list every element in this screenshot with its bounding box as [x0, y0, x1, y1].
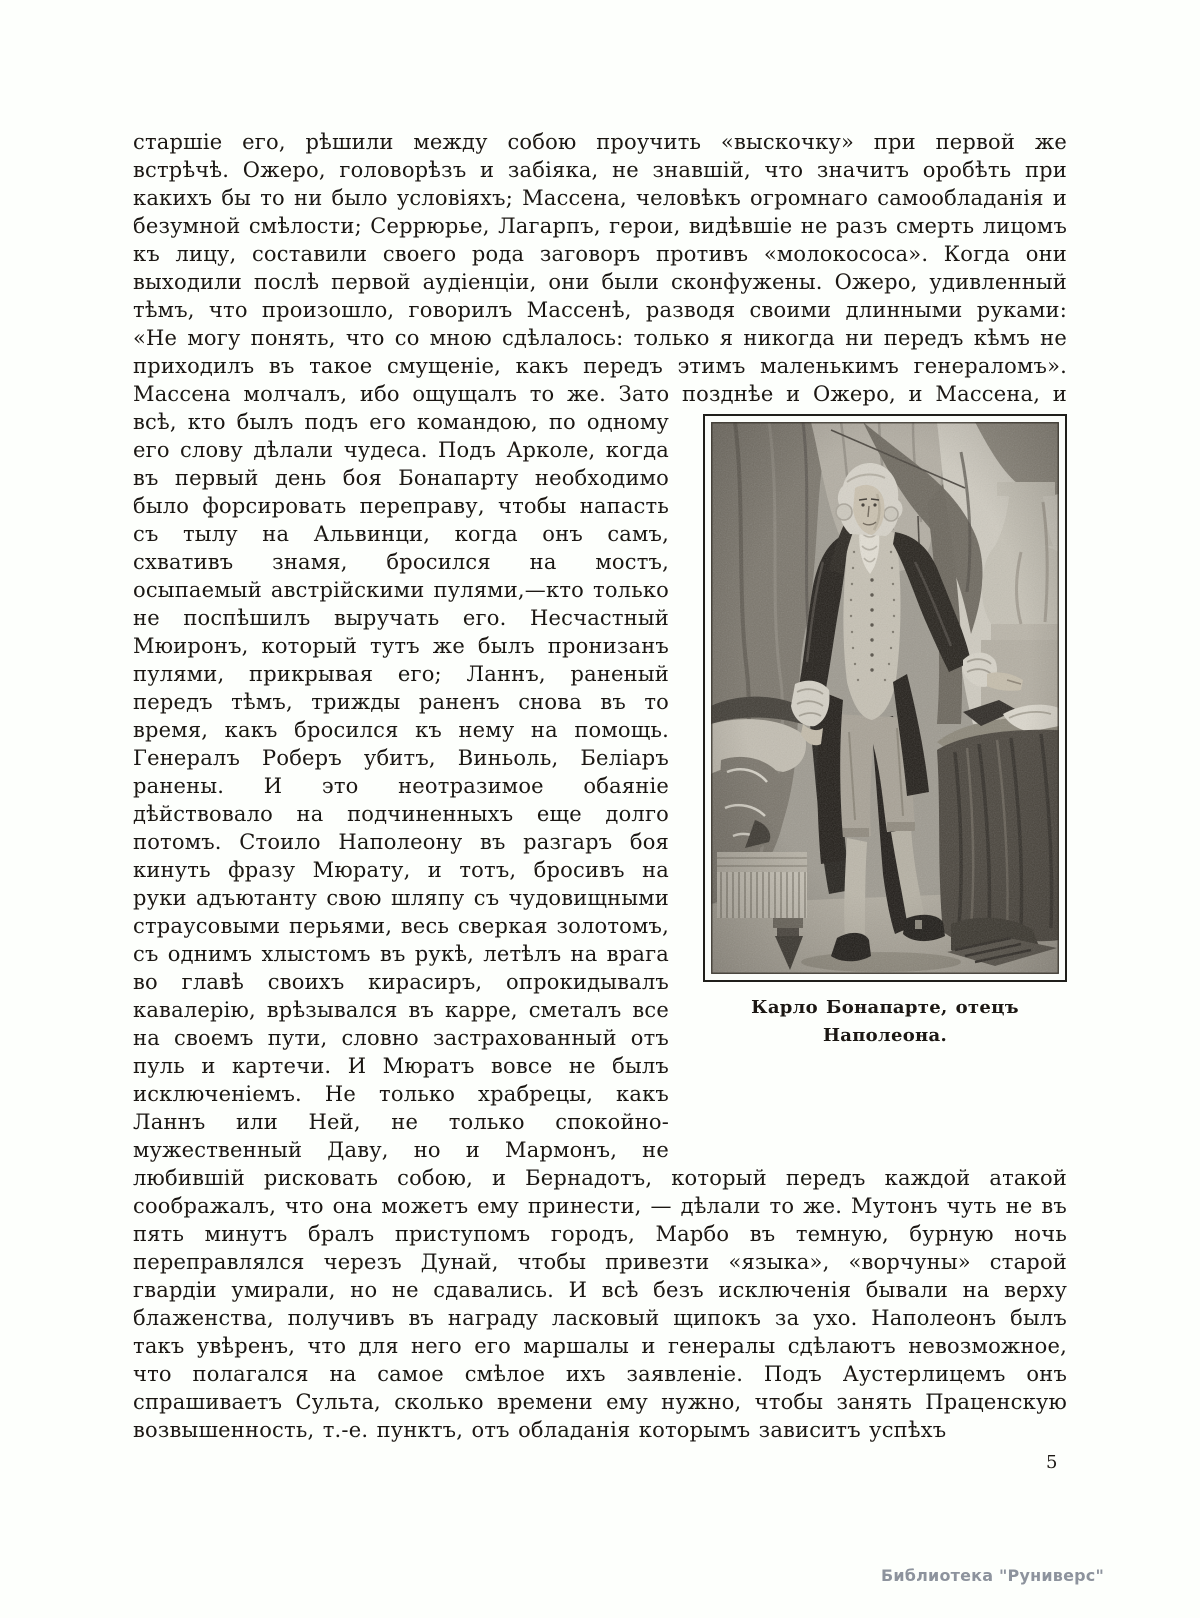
portrait-frame — [703, 414, 1067, 982]
figure-caption: Карло Бонапарте, отецъ Наполеона. — [751, 997, 1019, 1046]
library-watermark: Библиотека "Руниверс" — [880, 1566, 1104, 1585]
body-text-part2: по одному его слову дѣлали чудеса. Подъ Арколе, когда въ первый день боя Бонапарту необходимо было форсировать переправу, чтобы напасть съ тылу на Альвинци, когда онъ самъ, схвативъ знамя, бросился на мостъ, осыпаемый австрійскими пулями,—кто только не поспѣшилъ выручать его. Несчастный Мюиронъ, который тутъ же былъ пронизанъ пулями, прикрывая его; Ланнъ, раненый передъ тѣмъ, трижды раненъ снова въ то время, какъ бросился къ нему на помощь. Генералъ Роберъ убитъ, Виньоль, Беліаръ ранены. И это неотразимое обаяніе дѣйствовало на подчиненныхъ еще долго потомъ. Стоило Наполеону въ разгаръ боя кинуть фразу Мюрату, и тотъ, бросивъ на руки адъютанту свою шляпу съ чудовищными страусовыми перьями, весь сверкая золотомъ, съ однимъ хлыстомъ въ рукѣ, летѣлъ на врага во главѣ своихъ кирасиръ, опрокидывалъ кавалерію, врѣзывался въ карре, сметалъ все на своемъ пути, словно застрахованный отъ пуль и картечи. И Мюратъ вовсе не былъ исключеніемъ. Не только храбрецы, какъ Ланнъ или Ней, не только спокойно-мужественный Даву, но и Мармонъ, не любившій рисковать собою, и Бернадотъ, который передъ каждой атакой соображалъ, что она можетъ ему принести, — дѣлали то же. Мутонъ чуть не въ пять минутъ бралъ приступомъ городъ, Марбо въ темную, бурную ночь переправлялся черезъ Дунай, чтобы привезти «языка», «ворчуны» старой гвардіи умирали, но не сдавались. И всѣ безъ исключенія бывали на верху блаженства, получивъ въ награду ласковый щипокъ за ухо. Наполеонъ былъ такъ увѣренъ, что для него его маршалы и генералы сдѣлаютъ невозможное, что полагался на самое смѣлое ихъ заявленіе. Подъ Аустерлицемъ онъ спрашиваетъ Сульта, сколько времени ему нужно, чтобы занять Праценскую возвышенность, т.-е. пунктъ, отъ обладанія которымъ зависитъ успѣхъ — [133, 410, 1067, 1442]
carlo-bonaparte-portrait-image — [711, 422, 1059, 974]
body-text-part1: старшіе его, рѣшили между собою проучить «выскочку» при первой же встрѣчѣ. Ожеро, головорѣзъ и забіяка, не знавшій, что значитъ оробѣть при какихъ бы то ни было условіяхъ; Массена, человѣкъ огромнаго самообладанія и безумной смѣлости; Серрюрье, Лагарпъ, герои, видѣвшіе не разъ смерть лицомъ къ лицу, составили своего рода заговоръ противъ «молокососа». Когда они выходили послѣ первой аудіенціи, они были сконфужены. Ожеро, удивленный тѣмъ, что произошло, говорилъ Массенѣ, разводя своими длинными руками: «Не могу понять, что со мною сдѣлалось: только я никогда ни передъ кѣмъ не приходилъ въ такое смущеніе, какъ передъ этимъ маленькимъ генераломъ». Массена молчалъ, ибо ощущалъ то же. Зато позднѣе и Ожеро, и Массена, и всѣ, кто былъ подъ его командою, — [133, 130, 1067, 434]
body-text — [133, 128, 1067, 1444]
portrait-figure — [703, 414, 1067, 1050]
page-number: 5 — [1046, 1452, 1058, 1473]
